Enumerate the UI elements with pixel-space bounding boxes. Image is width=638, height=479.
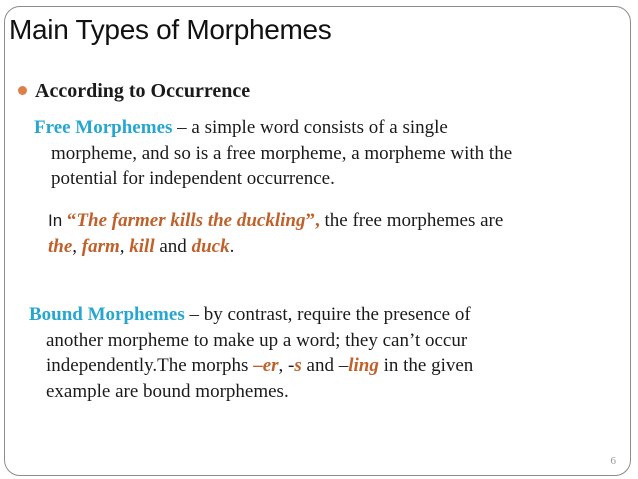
- comma: ,: [119, 235, 130, 257]
- bound-morphemes-heading: Bound Morphemes: [29, 304, 185, 325]
- example-in: In: [48, 211, 67, 230]
- bound-line-3: [29, 353, 619, 379]
- bound-line-2: another morpheme to make up a word; they can’t occur: [46, 329, 468, 351]
- close-quote: ”,: [305, 210, 325, 231]
- comma: ,: [72, 235, 82, 257]
- bullet-heading: [18, 80, 250, 103]
- page-number: 6: [610, 455, 616, 467]
- bound-line-3a: independently.The morphs: [46, 355, 254, 376]
- free-line-1: a simple word consists of a single: [191, 117, 448, 138]
- separator: , -: [278, 355, 295, 376]
- morpheme-farm: farm: [81, 235, 120, 257]
- open-quote: “: [66, 210, 77, 231]
- free-morphemes-paragraph: [34, 115, 614, 192]
- morph-dash: –: [253, 355, 263, 376]
- morph-s: s: [294, 355, 302, 376]
- period: .: [229, 235, 235, 257]
- morpheme-duck: duck: [191, 235, 230, 257]
- bound-morphemes-paragraph: [29, 302, 619, 404]
- free-line-3: potential for independent occurrence.: [51, 168, 335, 189]
- bullet-heading-text: According to Occurrence: [35, 80, 251, 102]
- morpheme-the: the: [48, 235, 73, 257]
- bound-line-3b: in the given: [378, 355, 474, 376]
- morph-er: er: [262, 355, 279, 376]
- example-rest: the free morphemes are: [324, 210, 504, 231]
- bullet-dot-icon: [18, 86, 27, 95]
- and-text: and –: [301, 355, 349, 376]
- dash: –: [184, 304, 204, 325]
- example-paragraph: [48, 208, 628, 259]
- free-line-2: morpheme, and so is a free morpheme, a morpheme with the: [51, 142, 513, 164]
- bound-line-1: by contrast, require the presence of: [203, 304, 471, 325]
- morph-ling: ling: [348, 355, 379, 376]
- bound-line-4: example are bound morphemes.: [46, 380, 289, 402]
- example-sentence: The farmer kills the duckling: [76, 210, 306, 231]
- free-morphemes-heading: Free Morphemes: [34, 117, 173, 138]
- dash: –: [172, 117, 192, 138]
- slide-title: Main Types of Morphemes: [9, 14, 332, 45]
- and-text: and: [154, 235, 192, 257]
- morpheme-kill: kill: [129, 235, 155, 257]
